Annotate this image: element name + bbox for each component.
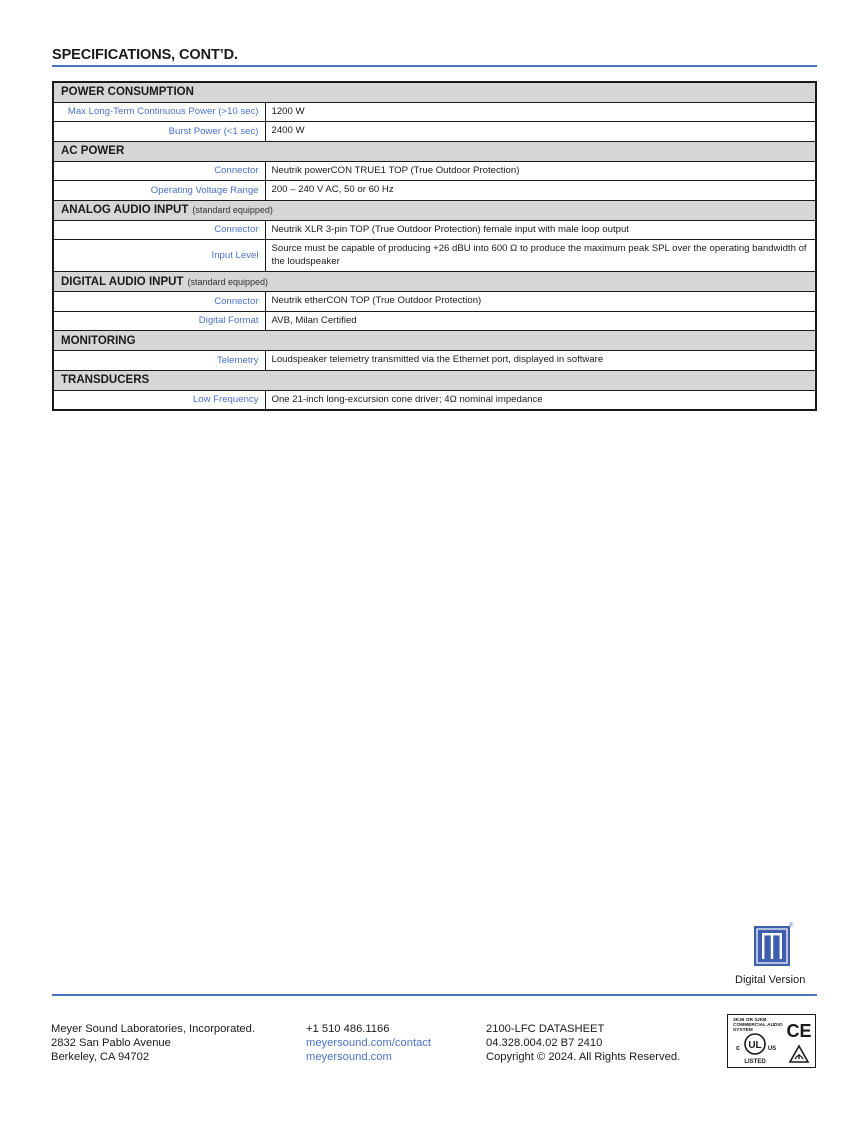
ul-us-text: US <box>767 1046 777 1052</box>
section-title: DIGITAL AUDIO INPUT <box>61 275 184 288</box>
rcm-mark-icon <box>788 1044 810 1064</box>
ul-listed-icon <box>732 1030 778 1066</box>
section-title: MONITORING <box>61 334 136 347</box>
section-header <box>53 200 816 220</box>
street-address: 2832 San Pablo Avenue <box>51 1037 171 1050</box>
section-header-row <box>53 370 816 390</box>
meyer-sound-logo-icon <box>754 926 790 966</box>
spec-row <box>53 240 816 272</box>
copyright-text: Copyright © 2024. All Rights Reserved. <box>486 1051 681 1064</box>
section-note: (standard equipped) <box>192 205 273 215</box>
section-header-row <box>53 331 816 351</box>
spec-value: Neutrik powerCON TRUE1 TOP (True Outdoor Protection) <box>265 161 816 181</box>
section-title: AC POWER <box>61 145 125 157</box>
spec-row <box>53 390 816 410</box>
section-note: (standard equipped) <box>187 276 269 287</box>
ul-mark-text: UL <box>748 1040 762 1051</box>
spec-row <box>53 292 816 312</box>
spec-label: Low Frequency <box>53 390 265 410</box>
section-title: POWER CONSUMPTION <box>61 86 194 99</box>
spec-value: One 21-inch long-excursion cone driver; 4Ω nominal impedance <box>265 390 816 410</box>
spec-value: 1200 W <box>265 102 816 122</box>
page-title: SPECIFICATIONS, CONT’D. <box>52 47 238 63</box>
document-number: 04.328.004.02 B7 2410 <box>486 1037 603 1050</box>
spec-value: Neutrik etherCON TOP (True Outdoor Protection) <box>265 292 816 312</box>
city-address: Berkeley, CA 94702 <box>51 1051 150 1064</box>
section-header-row <box>53 141 816 161</box>
footer-document <box>486 1022 680 1065</box>
website-link[interactable]: meyersound.com <box>306 1051 392 1064</box>
spec-value: Source must be capable of producing +26 dBU into 600 Ω to produce the maximum peak SPL over the operating bandwidth of the loudspeaker <box>265 240 816 272</box>
digital-version-label: Digital Version <box>735 974 806 986</box>
section-title: TRANSDUCERS <box>61 374 150 386</box>
spec-value: AVB, Milan Certified <box>265 311 816 331</box>
footer-contact <box>306 1022 431 1065</box>
spec-label: Operating Voltage Range <box>53 181 265 201</box>
section-header-row <box>53 272 816 292</box>
phone-number: +1 510 486.1166 <box>306 1023 390 1035</box>
registered-mark: ® <box>789 923 794 929</box>
document-title: 2100-LFC DATASHEET <box>486 1023 605 1035</box>
section-header <box>53 331 816 351</box>
spec-row <box>53 311 816 331</box>
section-header-row <box>53 200 816 220</box>
ul-c-text: c <box>736 1045 740 1052</box>
ce-mark-icon <box>784 1019 814 1041</box>
section-title: ANALOG AUDIO INPUT <box>61 204 189 216</box>
certification-standard-text: 3K36 OR 3JKB COMMERCIAL AUDIO SYSTEM <box>733 1018 783 1034</box>
spec-row <box>53 181 816 201</box>
spec-value: 200 – 240 V AC, 50 or 60 Hz <box>265 181 816 201</box>
spec-label: Burst Power (<1 sec) <box>53 122 265 142</box>
section-header <box>53 272 816 292</box>
spec-label: Digital Format <box>53 311 265 331</box>
spec-row <box>53 102 816 122</box>
spec-value: 2400 W <box>265 122 816 142</box>
spec-label: Connector <box>53 220 265 240</box>
ul-listed-text: LISTED <box>744 1059 766 1065</box>
section-header <box>53 141 816 161</box>
specifications-table <box>52 81 817 411</box>
title-divider <box>52 65 817 67</box>
section-header-row <box>53 82 816 102</box>
footer-divider <box>52 994 817 996</box>
spec-label: Max Long-Term Continuous Power (>10 sec) <box>53 102 265 122</box>
spec-label: Connector <box>53 292 265 312</box>
spec-label: Input Level <box>53 240 265 272</box>
section-header <box>53 370 816 390</box>
company-name: Meyer Sound Laboratories, Incorporated. <box>51 1023 255 1035</box>
footer-address <box>51 1022 255 1065</box>
spec-label: Telemetry <box>53 351 265 371</box>
section-header <box>53 82 816 102</box>
spec-label: Connector <box>53 161 265 181</box>
spec-row <box>53 161 816 181</box>
spec-row <box>53 122 816 142</box>
spec-row <box>53 220 816 240</box>
spec-value: Loudspeaker telemetry transmitted via the Ethernet port, displayed in software <box>265 351 816 371</box>
contact-link[interactable]: meyersound.com/contact <box>306 1037 431 1050</box>
spec-row <box>53 351 816 371</box>
spec-value: Neutrik XLR 3-pin TOP (True Outdoor Protection) female input with male loop output <box>265 220 816 240</box>
ce-mark-text: CE <box>786 1021 812 1041</box>
certification-marks <box>727 1014 816 1068</box>
